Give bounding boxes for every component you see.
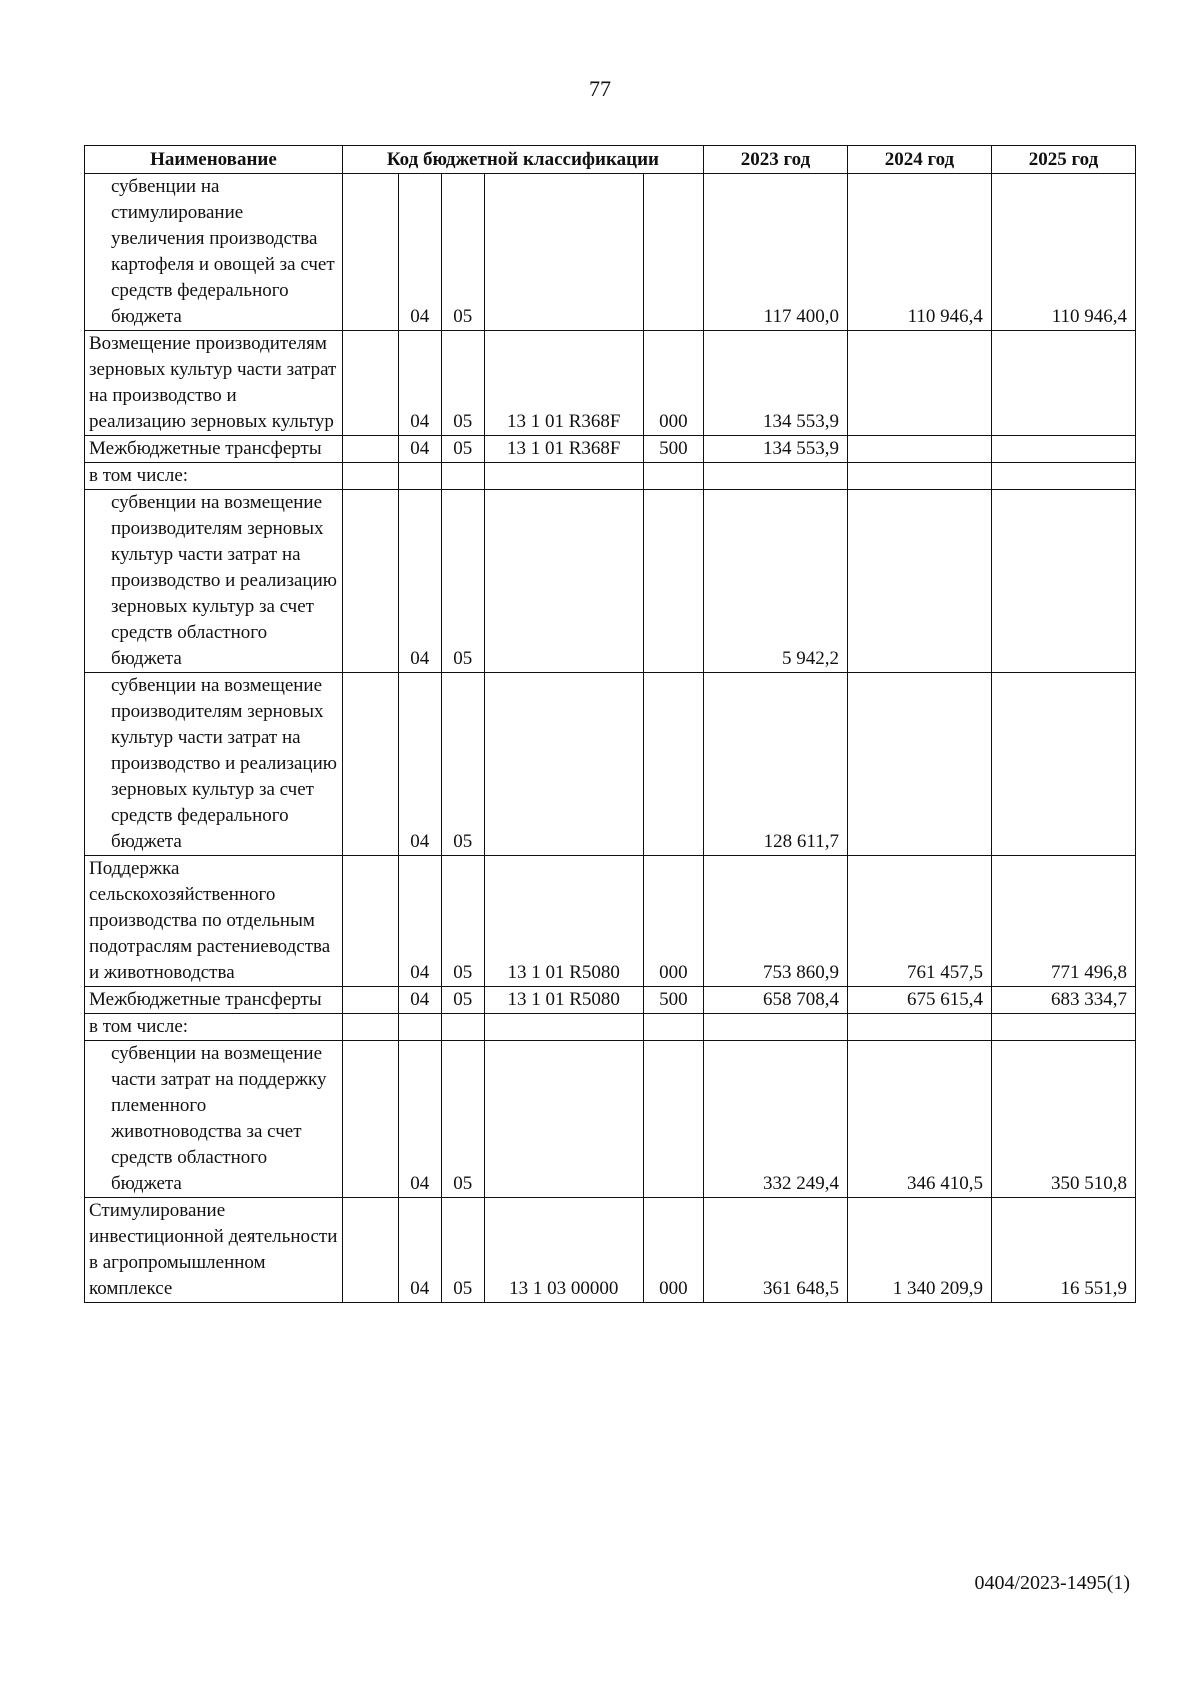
- cell-section: [398, 463, 441, 490]
- cell-expense-type: 500: [643, 436, 703, 463]
- cell-target-article: 13 1 01 R368F: [484, 436, 643, 463]
- cell-section: 04: [398, 174, 441, 331]
- cell-code-1: [342, 463, 398, 490]
- indented-name-text: субвенции на возмещение производителям зерновых культур части затрат на производство и реализацию зерновых культур за счет средств областного бюджета: [111, 492, 337, 669]
- header-name: Наименование: [85, 146, 343, 174]
- table-row: [85, 1198, 1136, 1303]
- cell-subsection: 05: [441, 987, 484, 1014]
- cell-name: [85, 174, 343, 331]
- cell-code-1: [342, 490, 398, 673]
- cell-name: [85, 673, 343, 856]
- cell-name: в том числе:: [85, 1014, 343, 1041]
- header-2023: 2023 год: [703, 146, 847, 174]
- cell-target-article: 13 1 01 R5080: [484, 987, 643, 1014]
- cell-name: в том числе:: [85, 463, 343, 490]
- cell-2024: [847, 673, 991, 856]
- cell-2025: 350 510,8: [991, 1041, 1135, 1198]
- cell-name: [85, 1041, 343, 1198]
- cell-target-article: 13 1 01 R368F: [484, 331, 643, 436]
- cell-target-article: [484, 673, 643, 856]
- cell-target-article: 13 1 01 R5080: [484, 856, 643, 987]
- cell-expense-type: [643, 463, 703, 490]
- cell-2024: [847, 463, 991, 490]
- cell-2025: 16 551,9: [991, 1198, 1135, 1303]
- cell-section: 04: [398, 490, 441, 673]
- cell-section: [398, 1014, 441, 1041]
- cell-subsection: 05: [441, 1198, 484, 1303]
- indented-name-text: субвенции на возмещение части затрат на поддержку племенного животноводства за счет средств областного бюджета: [111, 1043, 327, 1194]
- cell-section: 04: [398, 1198, 441, 1303]
- cell-name: Межбюджетные трансферты: [85, 436, 343, 463]
- cell-subsection: 05: [441, 1041, 484, 1198]
- cell-2025: [991, 436, 1135, 463]
- table-row: [85, 856, 1136, 987]
- cell-2024: 761 457,5: [847, 856, 991, 987]
- cell-subsection: 05: [441, 331, 484, 436]
- cell-expense-type: 000: [643, 331, 703, 436]
- cell-target-article: 13 1 03 00000: [484, 1198, 643, 1303]
- cell-2025: [991, 331, 1135, 436]
- cell-expense-type: 500: [643, 987, 703, 1014]
- cell-code-1: [342, 987, 398, 1014]
- cell-code-1: [342, 856, 398, 987]
- cell-2025: [991, 490, 1135, 673]
- cell-2024: [847, 436, 991, 463]
- cell-2024: 110 946,4: [847, 174, 991, 331]
- table-row: [85, 463, 1136, 490]
- cell-2023: 658 708,4: [703, 987, 847, 1014]
- cell-2023: 332 249,4: [703, 1041, 847, 1198]
- cell-section: 04: [398, 331, 441, 436]
- cell-expense-type: [643, 174, 703, 331]
- table-row: [85, 987, 1136, 1014]
- cell-code-1: [342, 673, 398, 856]
- table-row: [85, 174, 1136, 331]
- cell-2023: 128 611,7: [703, 673, 847, 856]
- cell-code-1: [342, 436, 398, 463]
- cell-2024: 675 615,4: [847, 987, 991, 1014]
- cell-target-article: [484, 490, 643, 673]
- page-number: 77: [589, 76, 611, 101]
- cell-subsection: 05: [441, 174, 484, 331]
- cell-2025: [991, 463, 1135, 490]
- cell-name: Межбюджетные трансферты: [85, 987, 343, 1014]
- cell-2025: [991, 673, 1135, 856]
- cell-2024: [847, 1014, 991, 1041]
- cell-code-1: [342, 1198, 398, 1303]
- cell-expense-type: [643, 673, 703, 856]
- table-row: [85, 331, 1136, 436]
- cell-2025: [991, 1014, 1135, 1041]
- cell-code-1: [342, 174, 398, 331]
- cell-subsection: 05: [441, 436, 484, 463]
- cell-subsection: 05: [441, 490, 484, 673]
- cell-2025: 683 334,7: [991, 987, 1135, 1014]
- cell-expense-type: 000: [643, 856, 703, 987]
- table-row: [85, 436, 1136, 463]
- cell-2024: [847, 331, 991, 436]
- cell-2024: 1 340 209,9: [847, 1198, 991, 1303]
- cell-target-article: [484, 174, 643, 331]
- cell-2023: 361 648,5: [703, 1198, 847, 1303]
- cell-2023: 753 860,9: [703, 856, 847, 987]
- cell-2023: [703, 1014, 847, 1041]
- cell-section: 04: [398, 436, 441, 463]
- cell-section: 04: [398, 1041, 441, 1198]
- cell-name: Стимулирование инвестиционной деятельности в агропромышленном комплексе: [85, 1198, 343, 1303]
- cell-expense-type: [643, 490, 703, 673]
- cell-2024: 346 410,5: [847, 1041, 991, 1198]
- cell-2023: 134 553,9: [703, 331, 847, 436]
- cell-subsection: 05: [441, 673, 484, 856]
- cell-2023: 117 400,0: [703, 174, 847, 331]
- cell-name: [85, 490, 343, 673]
- table-header: [85, 146, 1136, 174]
- cell-2025: 110 946,4: [991, 174, 1135, 331]
- cell-section: 04: [398, 856, 441, 987]
- cell-2024: [847, 490, 991, 673]
- cell-code-1: [342, 1041, 398, 1198]
- table-body: [85, 174, 1136, 1303]
- cell-expense-type: 000: [643, 1198, 703, 1303]
- indented-name-text: субвенции на стимулирование увеличения производства картофеля и овощей за счет средств федерального бюджета: [111, 176, 335, 327]
- cell-target-article: [484, 463, 643, 490]
- header-row: [85, 146, 1136, 174]
- cell-name: Поддержка сельскохозяйственного производства по отдельным подотраслям растениеводства и животноводства: [85, 856, 343, 987]
- table-row: [85, 673, 1136, 856]
- indented-name-text: субвенции на возмещение производителям зерновых культур части затрат на производство и реализацию зерновых культур за счет средств федерального бюджета: [111, 675, 337, 852]
- cell-2023: 5 942,2: [703, 490, 847, 673]
- cell-subsection: [441, 463, 484, 490]
- cell-2023: 134 553,9: [703, 436, 847, 463]
- cell-code-1: [342, 1014, 398, 1041]
- cell-expense-type: [643, 1041, 703, 1198]
- budget-table: [84, 145, 1136, 1303]
- document-id: 0404/2023-1495(1): [974, 1572, 1130, 1594]
- cell-expense-type: [643, 1014, 703, 1041]
- header-code: Код бюджетной классификации: [342, 146, 703, 174]
- table-row: [85, 490, 1136, 673]
- cell-2025: 771 496,8: [991, 856, 1135, 987]
- cell-code-1: [342, 331, 398, 436]
- header-2025: 2025 год: [991, 146, 1135, 174]
- cell-subsection: [441, 1014, 484, 1041]
- cell-name: Возмещение производителям зерновых культур части затрат на производство и реализацию зерновых культур: [85, 331, 343, 436]
- cell-target-article: [484, 1014, 643, 1041]
- cell-target-article: [484, 1041, 643, 1198]
- cell-2023: [703, 463, 847, 490]
- table-row: [85, 1041, 1136, 1198]
- table-row: [85, 1014, 1136, 1041]
- cell-section: 04: [398, 673, 441, 856]
- cell-section: 04: [398, 987, 441, 1014]
- cell-subsection: 05: [441, 856, 484, 987]
- header-2024: 2024 год: [847, 146, 991, 174]
